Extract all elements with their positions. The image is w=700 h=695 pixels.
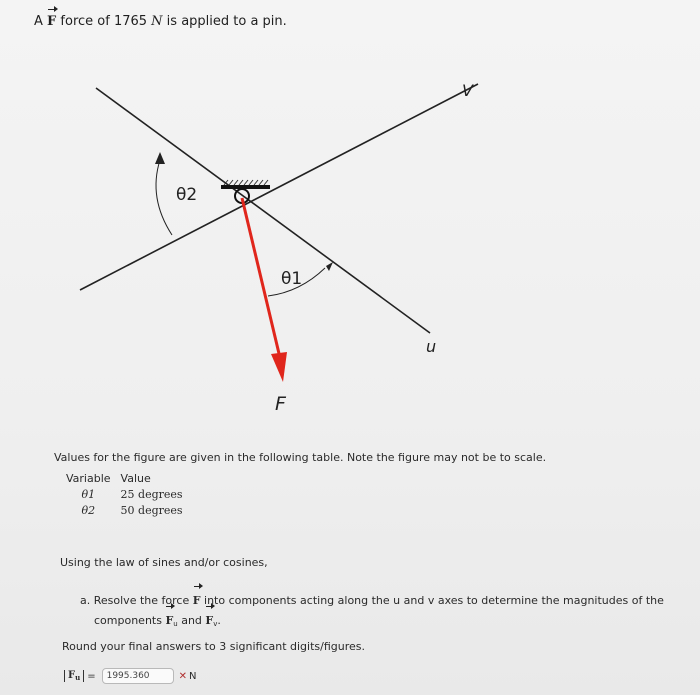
theta2-label: θ2 [176,185,198,205]
support-hatch [224,180,268,185]
incorrect-icon: ✕ [178,670,187,682]
answer-row-fu: $F_u$ = 1995.360 ✕ N [64,668,196,684]
variable-cell: θ1 [81,488,96,501]
figure-description: Values for the figure are given in the following table. Note the figure may not be to scale. [54,451,547,464]
fv-vector-symbol: F [205,611,213,631]
part-a-question: a. Resolve the force F into components acting along the u and v axes to determine the magnitudes of the components $F_u$ and $F_v$. [80,591,680,634]
theta2-arrowhead [155,152,165,164]
header-value: Value [120,472,151,485]
rounding-instruction: Round your final answers to 3 significant digits/figures. [62,640,365,653]
header-variable: Variable [66,472,111,485]
theta2-arc [156,160,172,235]
fu-answer-input[interactable] [102,668,174,684]
fu-magnitude-label: $F_u$ [64,670,84,682]
u-axis-line [96,88,430,333]
value-cell: 25 degrees [120,488,183,501]
theta1-label: θ1 [281,269,303,289]
table-row [62,487,189,503]
table-row [62,503,189,519]
force-vector-symbol: F [47,14,57,29]
values-table [62,471,189,519]
force-arrow-head [271,352,287,382]
v-axis-label: V [462,81,473,100]
fu-vector-symbol: F [165,611,173,631]
force-arrow-shaft [242,198,281,362]
u-axis-label: u [426,337,437,356]
table-header-row [62,471,189,487]
force-vector-symbol: F [193,591,201,611]
method-instruction: Using the law of sines and/or cosines, [60,556,268,569]
v-axis-line [80,84,478,290]
variable-cell: θ2 [81,504,96,517]
theta1-arrowhead [326,262,333,271]
problem-statement: A F force of 1765 N is applied to a pin. [34,14,287,29]
value-cell: 50 degrees [120,504,183,517]
force-label: F [275,393,286,415]
